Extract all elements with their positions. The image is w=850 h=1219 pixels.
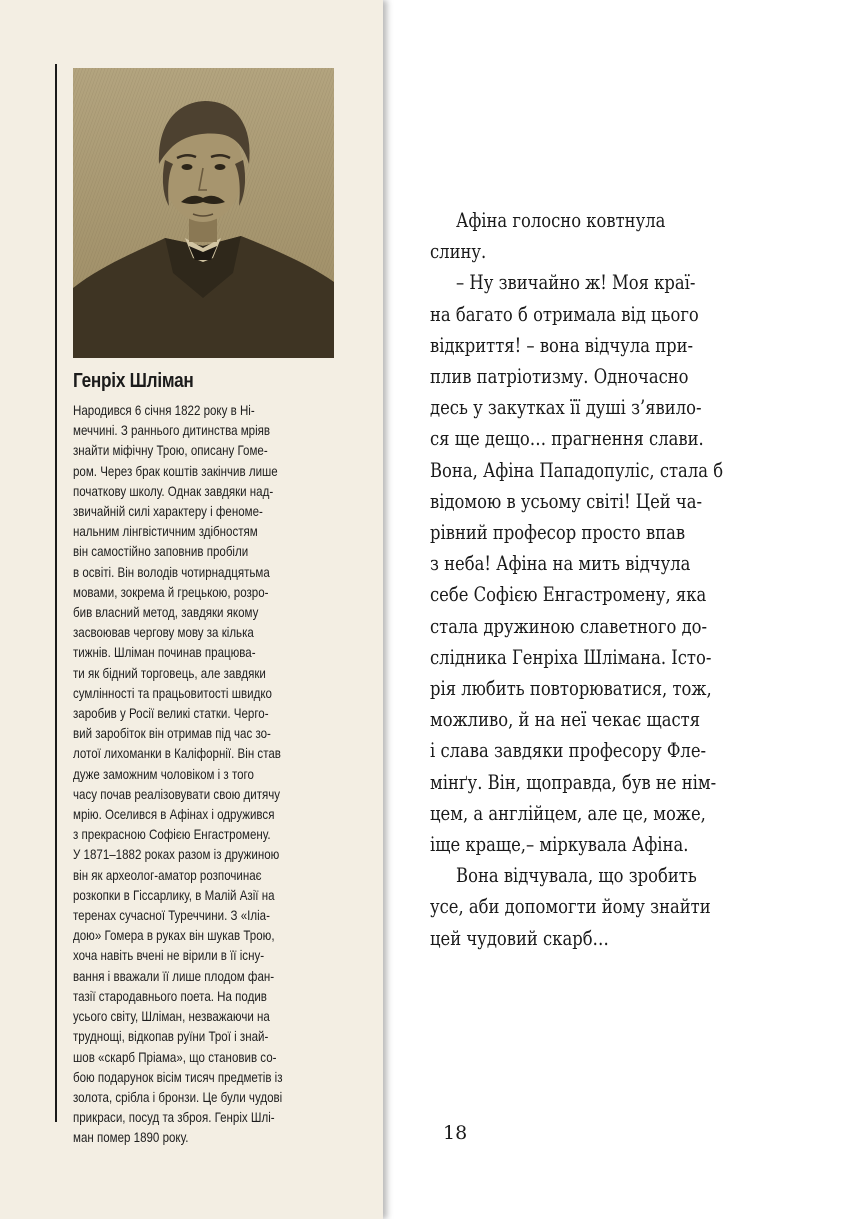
bio-line: теренах сучасної Туреччини. З «Іліа- [73, 908, 270, 924]
bio-line: ром. Через брак коштів закінчив лише [73, 463, 278, 479]
story-line: відомою в усьому світі! Цей ча- [430, 489, 703, 513]
bio-line: нальним лінгвістичним здібностям [73, 524, 258, 540]
story-line: іще краще,– міркувала Афіна. [430, 833, 689, 857]
bio-line: лотої лихоманки в Каліфорнії. Він став [73, 746, 281, 762]
bio-line: тижнів. Шліман починав працюва- [73, 645, 256, 661]
bio-line: часу почав реалізовувати свою дитячу [73, 786, 281, 802]
bio-line: золота, срібла і бронзи. Це були чудові [73, 1089, 283, 1105]
bio-line: вання і вважали її лише плодом фан- [73, 968, 275, 984]
bio-line: труднощі, відкопав руїни Трої і знай- [73, 1029, 269, 1045]
bio-line: знайти міфічну Трою, описану Гоме- [73, 443, 268, 459]
story-line: себе Софією Енгастромену, яка [430, 583, 707, 607]
story-line: рівний професор просто впав [430, 521, 686, 545]
story-line: на багато б отримала від цього [430, 302, 699, 326]
bio-line: дуже заможним чоловіком і з того [73, 766, 254, 782]
bio-line: хоча навіть вчені не вірили в її існу- [73, 948, 265, 964]
story-line: цем, а англійцем, але це, може, [430, 801, 706, 825]
story-line: ся ще дещо… прагнення слави. [430, 427, 704, 451]
bio-line: бив власний метод, завдяки якому [73, 605, 259, 621]
bio-text [73, 401, 383, 1149]
story-line: стала дружиною славетного до- [430, 614, 708, 638]
bio-line: усього світу, Шліман, незважаючи на [73, 1009, 270, 1025]
bio-line: дою» Гомера в руках він шукав Трою, [73, 928, 275, 944]
sidebar-vertical-rule [55, 64, 57, 1122]
biography-sidebar [0, 0, 383, 1219]
bio-line: в освіті. Він володів чотирнадцятьма [73, 564, 270, 580]
story-line: Вона, Афіна Пападопуліс, стала б [430, 458, 724, 482]
bio-line: ти як бідний торговець, але завдяки [73, 665, 266, 681]
story-line: відкриття! – вона відчула при- [430, 333, 694, 357]
bio-line: він як археолог-аматор розпочинає [73, 867, 262, 883]
bio-line: ман помер 1890 року. [73, 1130, 189, 1146]
story-line: плив патріотизму. Одночасно [430, 365, 689, 389]
bio-line: меччині. З раннього дитинства мріяв [73, 423, 271, 439]
story-line: з неба! Афіна на мить відчула [430, 552, 691, 576]
bio-line: мрію. Оселився в Афінах і одружився [73, 807, 275, 823]
bio-line: початкову школу. Однак завдяки над- [73, 483, 274, 499]
bio-line: з прекрасною Софією Енгастромену. [73, 827, 271, 843]
bio-line: тазії стародавнього поета. На подив [73, 988, 267, 1004]
bio-line: вий заробіток він отримав під час зо- [73, 726, 271, 742]
story-line: мінґу. Він, щоправда, був не нім- [430, 770, 717, 794]
story-line: і слава завдяки професору Фле- [430, 739, 707, 763]
bio-title: Генріх Шліман [73, 370, 194, 392]
bio-line: прикраси, посуд та зброя. Генріх Шлі- [73, 1110, 275, 1126]
portrait-image [73, 68, 334, 358]
story-line: можливо, й на неї чекає щастя [430, 708, 701, 732]
bio-line: сумлінності та працьовитості швидко [73, 685, 272, 701]
story-line: рія любить повторюватися, тож, [430, 677, 712, 701]
story-text [430, 205, 745, 954]
bio-line: розкопки в Гіссарлику, в Малій Азії на [73, 887, 275, 903]
bio-line: засвоював чергову мову за кілька [73, 625, 254, 641]
story-line: десь у закутках її душі з’явило- [430, 396, 702, 420]
story-line: – Ну звичайно ж! Моя краї- [456, 271, 696, 295]
bio-line: бою подарунок вісім тисяч предметів із [73, 1069, 283, 1085]
story-line: усе, аби допомогти йому знайти [430, 895, 711, 919]
bio-line: У 1871–1882 роках разом із дружиною [73, 847, 280, 863]
bio-line: Народився 6 січня 1822 року в Ні- [73, 403, 255, 418]
story-line: слідника Генріха Шлімана. Істо- [430, 645, 712, 669]
story-line: цей чудовий скарб… [430, 926, 609, 950]
story-line: Вона відчувала, що зробить [456, 864, 697, 888]
bio-line: заробив у Росії великі статки. Черго- [73, 706, 269, 722]
bio-line: мовами, зокрема й грецькою, розро- [73, 584, 269, 600]
bio-line: звичайній силі характеру і феноме- [73, 504, 263, 520]
story-line: слину. [430, 240, 487, 264]
page-number: 18 [443, 1122, 468, 1144]
bio-line: шов «скарб Пріама», що становив со- [73, 1049, 277, 1065]
bio-line: він самостійно заповнив пробіли [73, 544, 249, 560]
story-line: Афіна голосно ковтнула [456, 209, 666, 232]
